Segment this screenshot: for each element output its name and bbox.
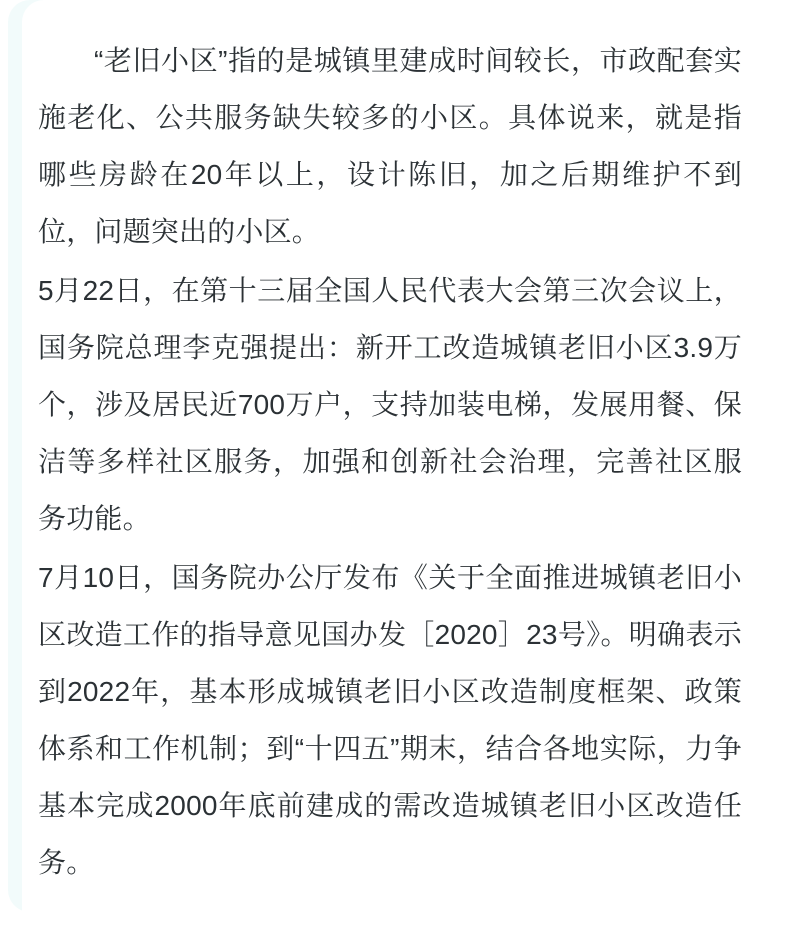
article-body xyxy=(38,32,742,893)
paragraph-2: 5月22日，在第十三届全国人民代表大会第三次会议上，国务院总理李克强提出：新开工改造城镇老旧小区3.9万个，涉及居民近700万户，支持加装电梯，发展用餐、保洁等多样社区服务，加强和创新社会治理，完善社区服务功能。 xyxy=(38,275,742,534)
paragraph-3: 7月10日，国务院办公厅发布《关于全面推进城镇老旧小区改造工作的指导意见国办发［2020］23号》。明确表示到2022年，基本形成城镇老旧小区改造制度框架、政策体系和工作机制；到“十四五”期末，结合各地实际，力争基本完成2000年底前建成的需改造城镇老旧小区改造任务。 xyxy=(38,562,742,878)
paragraph-1: “老旧小区”指的是城镇里建成时间较长，市政配套实施老化、公共服务缺失较多的小区。具体说来，就是指哪些房龄在20年以上，设计陈旧，加之后期维护不到位，问题突出的小区。 xyxy=(38,45,742,247)
